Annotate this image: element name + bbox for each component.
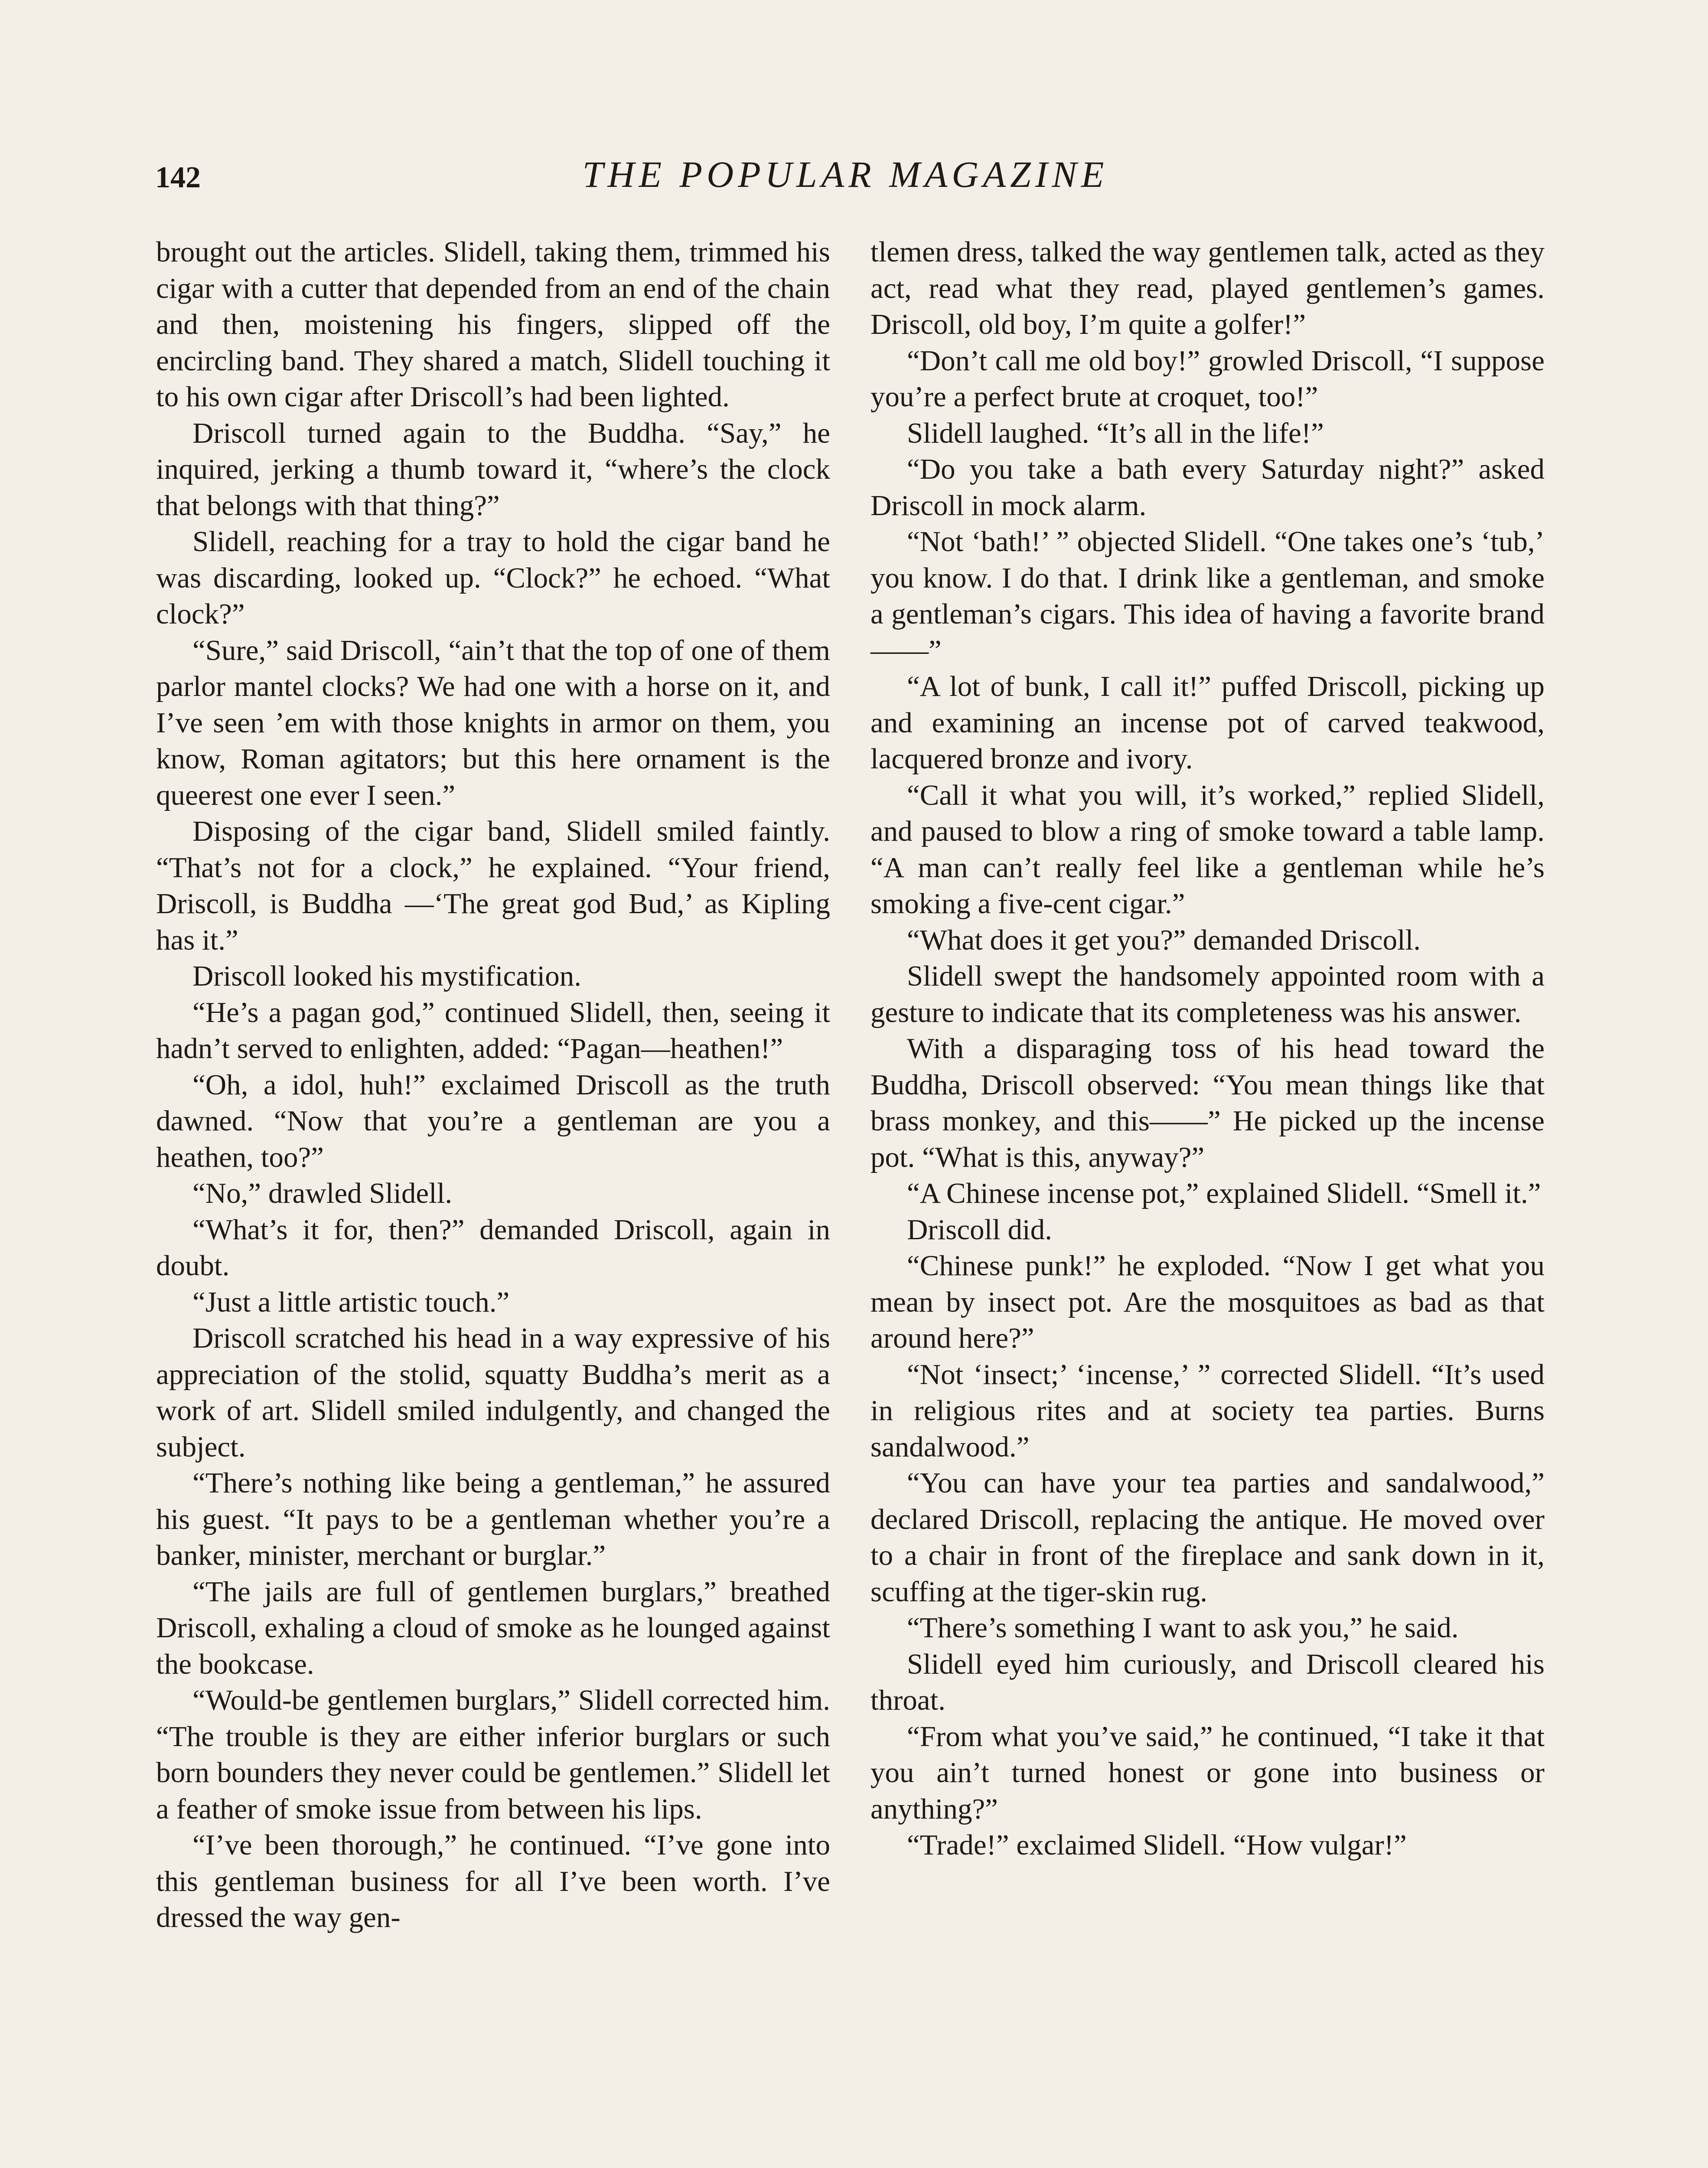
paragraph: “Do you take a bath every Saturday night?” asked Driscoll in mock alarm. xyxy=(870,453,1545,522)
paragraph: “From what you’ve said,” he continued, “I take it that you ain’t turned honest or gone into business or anything?” xyxy=(870,1720,1545,1825)
paragraph: “I’ve been thorough,” he continued. “I’ve gone into this gentleman business for all I’ve been worth. I’ve dressed the way gen- xyxy=(156,1829,830,1933)
paragraph: “No,” drawled Slidell. xyxy=(192,1177,453,1209)
paragraph: Slidell laughed. “It’s all in the life!” xyxy=(907,417,1324,449)
paragraph: Driscoll scratched his head in a way expressive of his appreciation of the stolid, squatty Buddha’s merit as a work of art. Slidell smiled indulgently, and changed the subject. xyxy=(156,1322,830,1463)
left-column xyxy=(156,234,830,1936)
paragraph: “Oh, a idol, huh!” exclaimed Driscoll as the truth dawned. “Now that you’re a gentleman are you a heathen, too?” xyxy=(156,1068,830,1173)
paragraph: “A Chinese incense pot,” explained Slidell. “Smell it.” xyxy=(907,1177,1541,1209)
paragraph: “Would-be gentlemen burglars,” Slidell corrected him. “The trouble is they are either inferior burglars or such born bounders they never could be gentlemen.” Slidell let a feather of smoke issue from between his lips. xyxy=(156,1684,830,1825)
paragraph: “He’s a pagan god,” continued Slidell, then, seeing it hadn’t served to enlighten, added: “Pagan—heathen!” xyxy=(156,996,830,1064)
paragraph: Slidell eyed him curiously, and Driscoll cleared his throat. xyxy=(870,1648,1545,1716)
running-head: THE POPULAR MAGAZINE xyxy=(582,153,1108,195)
paragraph: “There’s nothing like being a gentleman,” he assured his guest. “It pays to be a gentleman whether you’re a banker, minister, merchant or burglar.” xyxy=(156,1467,830,1571)
paragraph: “Not ‘insect;’ ‘incense,’ ” corrected Slidell. “It’s used in religious rites and at society tea parties. Burns sandalwood.” xyxy=(870,1358,1545,1463)
paragraph: “Just a little artistic touch.” xyxy=(192,1286,510,1318)
paragraph: “A lot of bunk, I call it!” puffed Driscoll, picking up and examining an incense pot of carved teakwood, lacquered bronze and ivory. xyxy=(870,670,1545,775)
paragraph: tlemen dress, talked the way gentlemen talk, acted as they act, read what they read, played gentlemen’s games. Driscoll, old boy, I’m quite a golfer!” xyxy=(870,236,1545,340)
paragraph: “What’s it for, then?” demanded Driscoll, again in doubt. xyxy=(156,1213,830,1282)
paragraph: “Sure,” said Driscoll, “ain’t that the top of one of them parlor mantel clocks? We had one with a horse on it, and I’ve seen ’em with those knights in armor on them, you know, Roman agitators; but this here ornament is the queerest one ever I seen.” xyxy=(156,634,830,811)
paragraph: With a disparaging toss of his head toward the Buddha, Driscoll observed: “You mean things like that brass monkey, and this——” He picked up the incense pot. “What is this, anyway?” xyxy=(870,1032,1545,1173)
paragraph: “What does it get you?” demanded Driscoll. xyxy=(907,924,1421,956)
paragraph: Driscoll did. xyxy=(907,1213,1052,1246)
paragraph: “Not ‘bath!’ ” objected Slidell. “One takes one’s ‘tub,’ you know. I do that. I drink like a gentleman, and smoke a gentleman’s cigars. This idea of having a favorite brand——” xyxy=(870,526,1545,666)
paragraph: “The jails are full of gentlemen burglars,” breathed Driscoll, exhaling a cloud of smoke as he lounged against the bookcase. xyxy=(156,1575,830,1680)
paragraph: Driscoll looked his mystification. xyxy=(192,960,581,992)
paragraph: “You can have your tea parties and sandalwood,” declared Driscoll, replacing the antique. He moved over to a chair in front of the fireplace and sank down in it, scuffing at the tiger-skin rug. xyxy=(870,1467,1545,1608)
paragraph: “Don’t call me old boy!” growled Driscoll, “I suppose you’re a perfect brute at croquet, too!” xyxy=(870,344,1545,413)
paragraph: Driscoll turned again to the Buddha. “Say,” he inquired, jerking a thumb toward it, “where’s the clock that belongs with that thing?” xyxy=(156,417,830,522)
right-column xyxy=(870,234,1545,1864)
paragraph: brought out the articles. Slidell, taking them, trimmed his cigar with a cutter that depended from an end of the chain and then, moistening his fingers, slipped off the encircling band. They shared a match, Slidell touching it to his own cigar after Driscoll’s had been lighted. xyxy=(156,236,830,413)
paragraph: Slidell, reaching for a tray to hold the cigar band he was discarding, looked up. “Clock?” he echoed. “What clock?” xyxy=(156,526,830,630)
paragraph: Slidell swept the handsomely appointed room with a gesture to indicate that its completeness was his answer. xyxy=(870,960,1545,1028)
paragraph: “Chinese punk!” he exploded. “Now I get what you mean by insect pot. Are the mosquitoes as bad as that around here?” xyxy=(870,1250,1545,1354)
page-number: 142 xyxy=(155,161,201,194)
paragraph: “There’s something I want to ask you,” he said. xyxy=(907,1612,1459,1644)
paragraph: “Call it what you will, it’s worked,” replied Slidell, and paused to blow a ring of smoke toward a table lamp. “A man can’t really feel like a gentleman while he’s smoking a five-cent cigar.” xyxy=(870,779,1545,920)
paragraph: “Trade!” exclaimed Slidell. “How vulgar!” xyxy=(907,1829,1407,1861)
paragraph: Disposing of the cigar band, Slidell smiled faintly. “That’s not for a clock,” he explained. “Your friend, Driscoll, is Buddha —‘The great god Bud,’ as Kipling has it.” xyxy=(156,815,830,956)
